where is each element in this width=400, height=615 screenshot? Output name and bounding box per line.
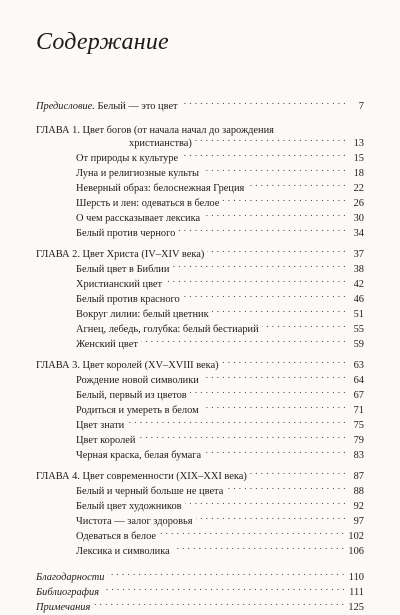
dot-leader	[207, 242, 346, 257]
toc-page-number: 111	[349, 587, 364, 598]
dot-leader	[222, 191, 346, 206]
dot-leader	[226, 479, 346, 494]
toc-chapter-heading-cont[interactable]	[36, 131, 364, 149]
toc-subentry[interactable]: Одеваться в белое . . . 102	[36, 524, 364, 539]
toc-chapter-heading[interactable]	[36, 118, 364, 136]
toc-entry-label: ГЛАВА 3. Цвет королей (XV–XVIII века)	[36, 360, 219, 371]
dot-leader	[203, 206, 346, 221]
dot-leader	[183, 287, 346, 302]
toc-page-number: 55	[353, 324, 364, 335]
dot-leader	[190, 383, 346, 398]
toc-entry-label: Предисловие. Белый — это цвет	[36, 101, 178, 112]
dot-leader	[178, 221, 346, 236]
dot-leader	[181, 146, 346, 161]
toc-subentry[interactable]: Агнец, лебедь, голубка: белый бестиарий . . . 55	[36, 317, 364, 332]
toc-subentry[interactable]: Белый против красного . . . 46	[36, 287, 364, 302]
toc-page-number: 102	[348, 531, 364, 542]
toc-page-number: 92	[353, 501, 364, 512]
dot-leader	[202, 398, 346, 413]
dot-leader	[262, 317, 346, 332]
toc-entry-notes[interactable]: Примечания . . . 125	[36, 595, 364, 610]
toc-page-number: 38	[353, 264, 364, 275]
dot-leader	[212, 302, 346, 317]
toc-page-number: 15	[353, 153, 364, 164]
toc-subentry[interactable]: Рождение новой символики . . . 64	[36, 368, 364, 383]
toc-subentry[interactable]: Шерсть и лен: одеваться в белое . . . 26	[36, 191, 364, 206]
toc-subentry[interactable]: Чистота — залог здоровья . . . 97	[36, 509, 364, 524]
toc-page-number: 51	[353, 309, 364, 320]
toc-entry-label: ГЛАВА 4. Цвет современности (XIX–XXI века)	[36, 471, 247, 482]
toc-page-number: 37	[353, 249, 364, 260]
toc-page-number: 97	[353, 516, 364, 527]
toc-subentry[interactable]: Христианский цвет . . . 42	[36, 272, 364, 287]
toc-page-number: 88	[353, 486, 364, 497]
toc-subentry[interactable]: Луна и религиозные культы . . . 18	[36, 161, 364, 176]
dot-leader	[93, 595, 344, 610]
dot-leader	[141, 332, 346, 347]
toc-page-number: 22	[353, 183, 364, 194]
toc-page-number: 71	[353, 405, 364, 416]
dot-leader	[159, 524, 344, 539]
toc-page-number: 79	[353, 435, 364, 446]
toc-page-number: 26	[353, 198, 364, 209]
toc-chapter-heading[interactable]	[36, 464, 364, 482]
page-title: Содержание	[36, 29, 169, 55]
toc-page-number: 67	[353, 390, 364, 401]
toc-subentry[interactable]: Женский цвет . . . 59	[36, 332, 364, 347]
toc-page-number: 18	[353, 168, 364, 179]
dot-leader	[196, 509, 346, 524]
toc-subentry[interactable]: Белый цвет художников . . . 92	[36, 494, 364, 509]
toc-page-number: 30	[353, 213, 364, 224]
toc-entry-label: христианства)	[129, 138, 192, 149]
toc-page-number: 13	[353, 138, 364, 149]
toc-subentry[interactable]: Белый цвет в Библии . . . 38	[36, 257, 364, 272]
toc-subentry[interactable]: О чем рассказывает лексика . . . 30	[36, 206, 364, 221]
toc-chapter-heading[interactable]	[36, 242, 364, 260]
toc-page-number: 42	[353, 279, 364, 290]
toc-subentry[interactable]: Черная краска, белая бумага . . . 83	[36, 443, 364, 458]
dot-leader	[247, 176, 346, 191]
toc-page-number: 63	[353, 360, 364, 371]
toc-subentry[interactable]: Вокруг лилии: белый цветник . . . 51	[36, 302, 364, 317]
toc-page-number: 46	[353, 294, 364, 305]
toc-entry-preface[interactable]	[36, 94, 364, 112]
toc-entry-bibliography[interactable]: Библиография . . . 111	[36, 580, 364, 595]
toc-subentry[interactable]: Родиться и умереть в белом . . . 71	[36, 398, 364, 413]
toc-page-number: 83	[353, 450, 364, 461]
toc-subentry[interactable]: Лексика и символика . . . 106	[36, 539, 364, 554]
toc-page-number: 125	[348, 602, 364, 613]
dot-leader	[195, 131, 346, 146]
dot-leader	[181, 94, 346, 109]
toc-subentry[interactable]: Цвет королей . . . 79	[36, 428, 364, 443]
toc-subentry[interactable]: Белый, первый из цветов . . . 67	[36, 383, 364, 398]
toc-page-number: 59	[353, 339, 364, 350]
dot-leader	[102, 580, 345, 595]
toc-entry-label: ГЛАВА 2. Цвет Христа (IV–XIV века)	[36, 249, 205, 260]
toc-subentry[interactable]: От природы к культуре . . . 15	[36, 146, 364, 161]
dot-leader	[222, 353, 346, 368]
toc-subentry[interactable]: Белый против черного . . . 34	[36, 221, 364, 236]
dot-leader	[127, 413, 346, 428]
toc-page-number: 110	[348, 572, 364, 583]
dot-leader	[173, 539, 345, 554]
toc-page-number: 87	[353, 471, 364, 482]
dot-leader	[138, 428, 346, 443]
toc-entry-label: ГЛАВА 1. Цвет богов (от начала начал до зарождения	[36, 125, 274, 136]
toc-subentry[interactable]: Белый и черный больше не цвета . . . 88	[36, 479, 364, 494]
toc-entry-acknowledgements[interactable]: Благодарности . . . 110	[36, 565, 364, 580]
dot-leader	[250, 464, 346, 479]
dot-leader	[107, 565, 344, 580]
toc-subentry[interactable]: Неверный образ: белоснежная Греция . . . 22	[36, 176, 364, 191]
toc-page-number: 7	[358, 101, 364, 112]
toc-page-number: 34	[353, 228, 364, 239]
dot-leader	[202, 368, 346, 383]
dot-leader	[204, 443, 346, 458]
dot-leader	[172, 257, 346, 272]
toc-page-number: 106	[348, 546, 364, 557]
toc-chapter-heading[interactable]	[36, 353, 364, 371]
dot-leader	[202, 161, 346, 176]
table-of-contents	[36, 94, 364, 613]
toc-page-number: 75	[353, 420, 364, 431]
toc-page-number: 64	[353, 375, 364, 386]
toc-subentry[interactable]: Цвет знати . . . 75	[36, 413, 364, 428]
dot-leader	[165, 272, 346, 287]
dot-leader	[185, 494, 346, 509]
